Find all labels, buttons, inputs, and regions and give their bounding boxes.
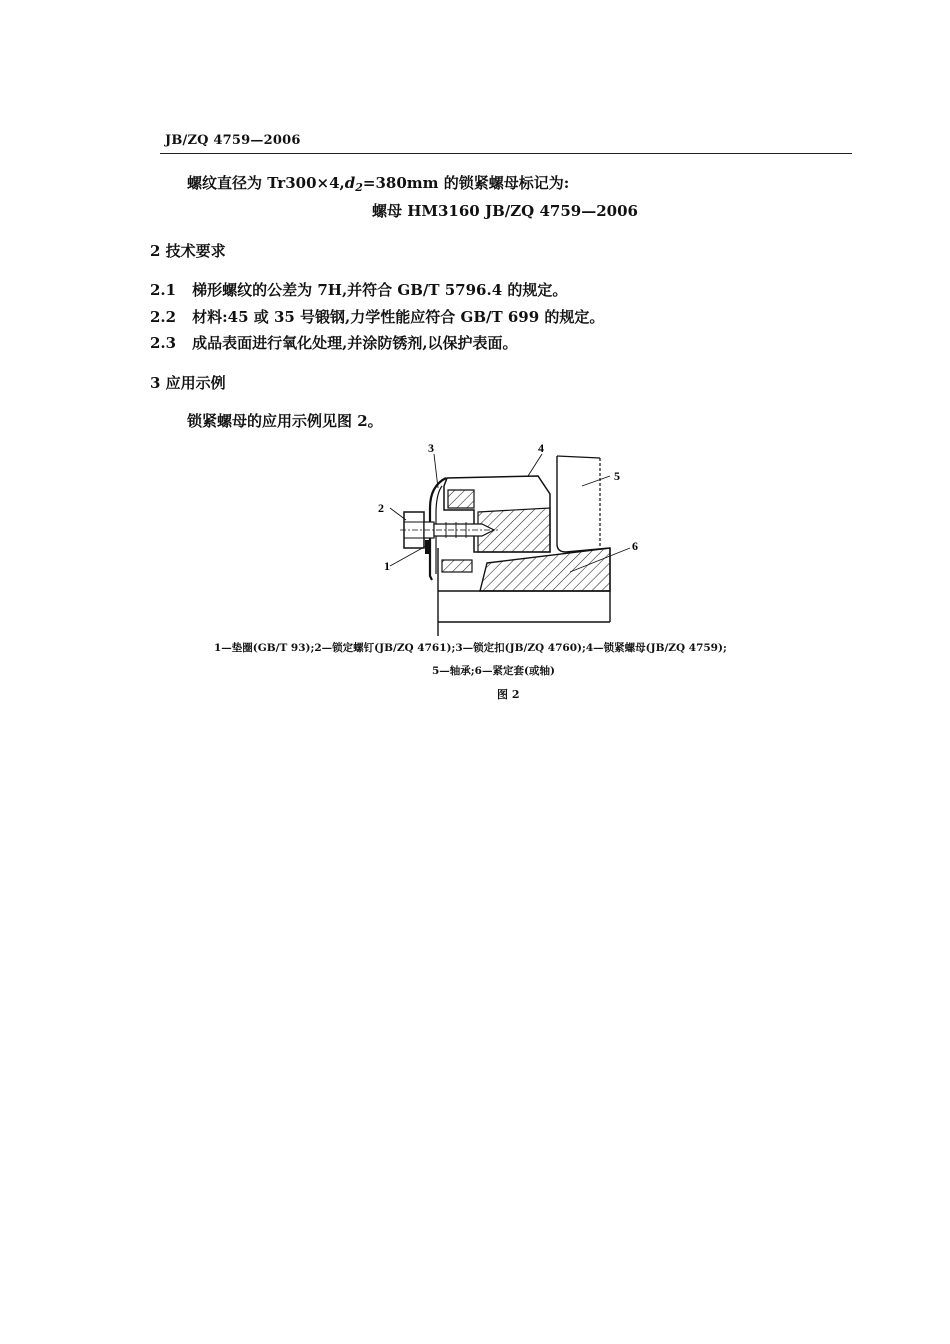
callout-1: 1 — [384, 559, 390, 573]
lock-nut-part-4 — [444, 476, 550, 552]
figure-label: 图 2 — [497, 688, 520, 701]
figure-caption-line-2: 5—轴承;6—紧定套(或轴) — [432, 665, 555, 677]
callout-4: 4 — [538, 441, 544, 455]
section-2-heading: 2 技术要求 — [150, 242, 226, 260]
marking-intro: 螺纹直径为 $Tr300\times 4,d_2=380mm$ 的锁紧螺母标记为: — [187, 174, 570, 194]
marking-example: 螺母 HM3160 JB/ZQ 4759—2006 — [372, 202, 638, 220]
figure-caption-line-1: 1—垫圈(GB/T 93);2—锁定螺钉(JB/ZQ 4761);3—锁定扣(JB/ZQ 4760);4—锁紧螺母(JB/ZQ 4759); — [214, 642, 727, 654]
lock-nut-assembly-drawing — [370, 436, 650, 636]
clause-2-3: 2.3 成品表面进行氧化处理,并涂防锈剂,以保护表面。 — [150, 334, 518, 352]
callout-2: 2 — [378, 501, 384, 515]
callout-5: 5 — [614, 469, 620, 483]
section-3-heading: 3 应用示例 — [150, 374, 226, 392]
washer-part-1 — [425, 540, 430, 554]
callout-6: 6 — [632, 539, 638, 553]
clause-2-2: 2.2 材料:45 或 35 号锻钢,力学性能应符合 GB/T 699 的规定。 — [150, 308, 605, 326]
bearing-part-5 — [557, 456, 610, 552]
header-rule — [160, 153, 852, 154]
document-id: JB/ZQ 4759—2006 — [165, 133, 301, 148]
section-3-intro: 锁紧螺母的应用示例见图 2。 — [187, 412, 383, 430]
callout-3: 3 — [428, 441, 434, 455]
clause-2-1: 2.1 梯形螺纹的公差为 7H,并符合 GB/T 5796.4 的规定。 — [150, 281, 568, 299]
sleeve-part-6 — [480, 548, 610, 591]
